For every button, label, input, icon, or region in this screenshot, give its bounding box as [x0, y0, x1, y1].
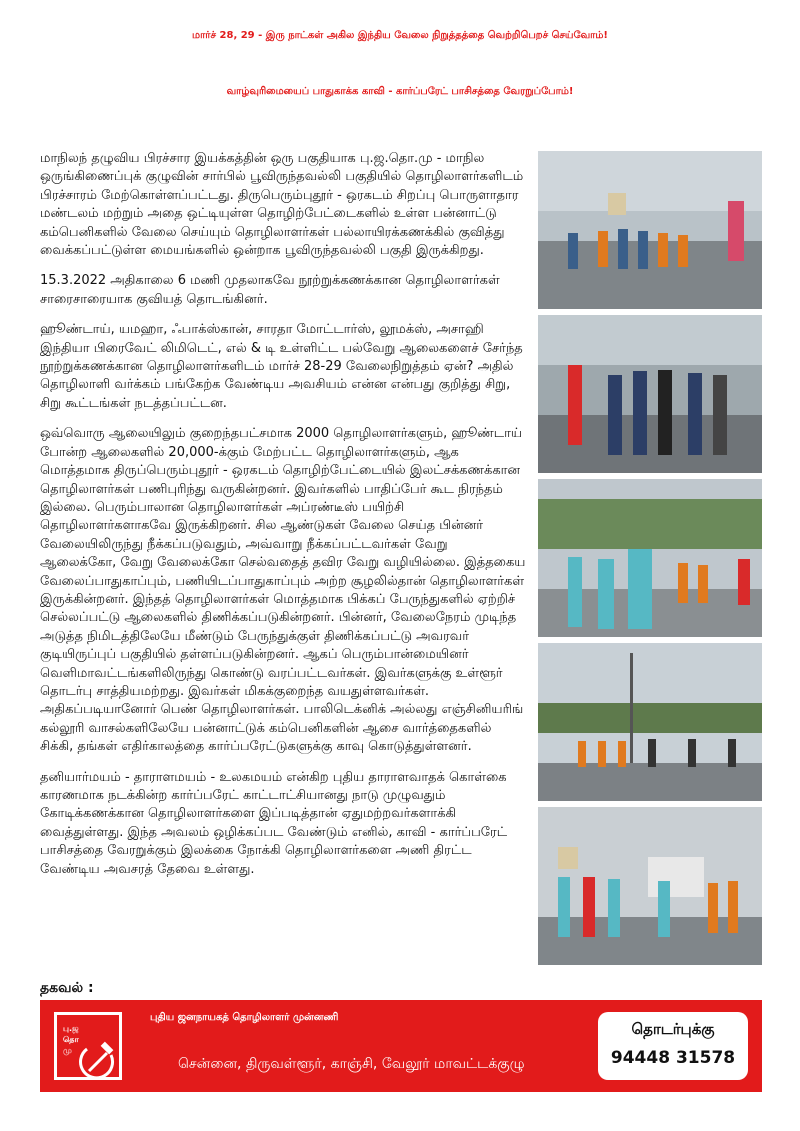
logo-text-2: தொ [63, 1035, 79, 1044]
logo-text-3: மு [63, 1046, 72, 1055]
paragraph-5: தனியார்மயம் - தாராளமயம் - உலகமயம் என்கிற புதிய தாராளவாதக் கொள்கை காரணமாக நடக்கின்ற கார்ப்பரேட் காட்டாட்சியானது நாடு முழுவதும் கோடிக்கணக்கான தொழிலாளர்களை இப்படித்தான் ஏதுமற்றவர்களாக்கி வைத்துள்ளது. இந்த அவலம் ஒழிக்கப்பட வேண்டும் எனில், காவி - கார்ப்பரேட் பாசிசத்தை வேரறுக்கும் இலக்கை நோக்கி தொழிலாளர்களை அணி திரட்ட வேண்டிய அவசரத் தேவை உள்ளது. [40, 769, 508, 877]
campaign-photo-5 [538, 807, 762, 965]
campaign-photo-1 [538, 151, 762, 309]
article-body [40, 150, 526, 891]
contact-label: தொடர்புக்கு [631, 1020, 715, 1038]
campaign-photo-3 [538, 479, 762, 637]
paragraph-1: மாநிலந் தழுவிய பிரச்சார இயக்கத்தின் ஒரு பகுதியாக பு.ஜ.தொ.மு - மாநில ஒருங்கிணைப்புக் குழுவின் சார்பில் பூவிருந்தவல்லி பகுதியில் தொழிலாளர்களிடம் பிரச்சாரம் மேற்கொள்ளப்பட்டது. திருபெரும்புதூர் - ஒரகடம் சிறப்பு பொருளாதார மண்டலம் மற்றும் அதை ஒட்டியுள்ள தொழிற்பேட்டைகளில் உள்ள பன்னாட்டு கம்பெனிகளில் வேலை செய்யும் தொழிலாளர்கள் பல்லாயிரக்கணக்கில் குவித்து வைக்கப்பட்டுள்ள மையங்களில் ஒன்றாக பூவிருந்தவல்லி பகுதி இருக்கிறது. [40, 151, 524, 259]
region-committee: சென்னை, திருவள்ளூர், காஞ்சி, வேலூர் மாவட்டக்குழு [178, 1056, 525, 1072]
organization-name: புதிய ஜனநாயகத் தொழிலாளர் முன்னணி [150, 1012, 339, 1023]
logo-text-1: பு.ஜ [63, 1024, 79, 1033]
contact-number: 94448 31578 [610, 1048, 736, 1068]
paragraph-2: 15.3.2022 அதிகாலை 6 மணி முதலாகவே நூற்றுக்கணக்கான தொழிலாளர்கள் சாரைசாரையாக குவியத் தொடங்கினர். [40, 273, 500, 307]
paragraph-4: ஒவ்வொரு ஆலையிலும் குறைந்தபட்சமாக 2000 தொழிலாளர்களும், ஹூண்டாய் போன்ற ஆலைகளில் 20,000-க்கும் மேற்பட்ட தொழிலாளர்களும், ஆக மொத்தமாக திருப்பெரும்புதூர் - ஒரகடம் தொழிற்பேட்டையில் இலட்சக்கணக்கான தொழிலாளர்கள் பணிபுரிந்து வருகின்றனர். இவர்களில் பாதிப்பேர் கூட நிரந்தம் இல்லை. பெரும்பாலான தொழிலாளர்கள் அப்ரண்டீஸ் பயிற்சி தொழிலாளர்களாகவே இருக்கிறனர். சில ஆண்டுகள் வேலை செய்த பின்னர் வேலையிலிருந்து நீக்கப்படுவதும், அவ்வாறு நீக்கப்பட்டவர்கள் வேறு ஆலைக்கோ, வேறு வேலைக்கோ செல்வதைத் தவிர வேறு வழியில்லை. இத்தகைய வேலைப்பாதுகாப்பும், பணியிடப்பாதுகாப்பும் அற்ற சூழலில்தான் தொழிலாளர்கள் இருக்கின்றனர். இந்தத் தொழிலாளர்கள் மொத்தமாக பிக்கப் பேருந்துகளில் ஏற்றிச் செல்லப்பட்டு ஆலைகளில் திணிக்கப்படுகின்றனர். பின்னர், வேலைநேரம் முடிந்த அடுத்த நிமிடத்திலேயே மீண்டும் பேருந்துக்குள் திணிக்கப்பட்டு அவரவர் குடியிருப்புப் பகுதியில் தள்ளப்படுகின்றனர். ஆகப் பெரும்பான்மையினர் வெளிமாவட்டங்களிலிருந்து கொண்டு வரப்பட்டவர்கள். இவர்களுக்கு உள்ளூர் தொடர்பு சாத்தியமற்றது. இவர்கள் மிகக்குறைந்த வயதுள்ளவர்கள். அதிகப்படியானோர் பெண் தொழிலாளர்கள். பாலிடெக்னிக் அல்லது எஞ்சினியரிங் கல்லூரி வாசல்களிலேயே பன்னாட்டுக் கம்பெனிகளின் ஆசை வார்த்தைகளில் சிக்கி, தங்கள் எதிர்காலத்தை கார்ப்பரேட்டுகளுக்கு காவு கொடுத்துள்ளனர். [40, 426, 526, 755]
campaign-photo-2 [538, 315, 762, 473]
contact-box [598, 1012, 748, 1080]
headline-line-1: மார்ச் 28, 29 - இரு நாட்கள் அகில இந்திய வேலை நிறுத்தத்தை வெற்றிபெறச் செய்வோம்! [192, 30, 608, 41]
photo-column [538, 151, 762, 971]
hammer-sickle-icon [57, 1015, 119, 1077]
credit-label: தகவல் : [40, 980, 94, 996]
campaign-photo-4 [538, 643, 762, 801]
hammer-sickle-logo [54, 1012, 122, 1080]
headline-line-2: வாழ்வுரிமையைப் பாதுகாக்க காவி - கார்ப்பரேட் பாசிசத்தை வேரறுப்போம்! [226, 86, 574, 97]
paragraph-3: ஹூண்டாய், யமஹா, ஃபாக்ஸ்கான், சாரதா மோட்டார்ஸ், லூமக்ஸ், அசாஹி இந்தியா பிரைவேட் லிமிடெட், எல் & டி உள்ளிட்ட பல்வேறு ஆலைகளைச் சேர்ந்த நூற்றுக்கணக்கான தொழிலாளர்களிடம் மார்ச் 28-29 வேலைநிறுத்தம் ஏன்? அதில் தொழிலாளி வர்க்கம் பங்கேற்க வேண்டிய அவசியம் என்ன என்பது குறித்து சிறு, சிறு கூட்டங்கள் நடத்தப்பட்டன. [40, 322, 523, 411]
footer-banner [40, 1000, 762, 1092]
